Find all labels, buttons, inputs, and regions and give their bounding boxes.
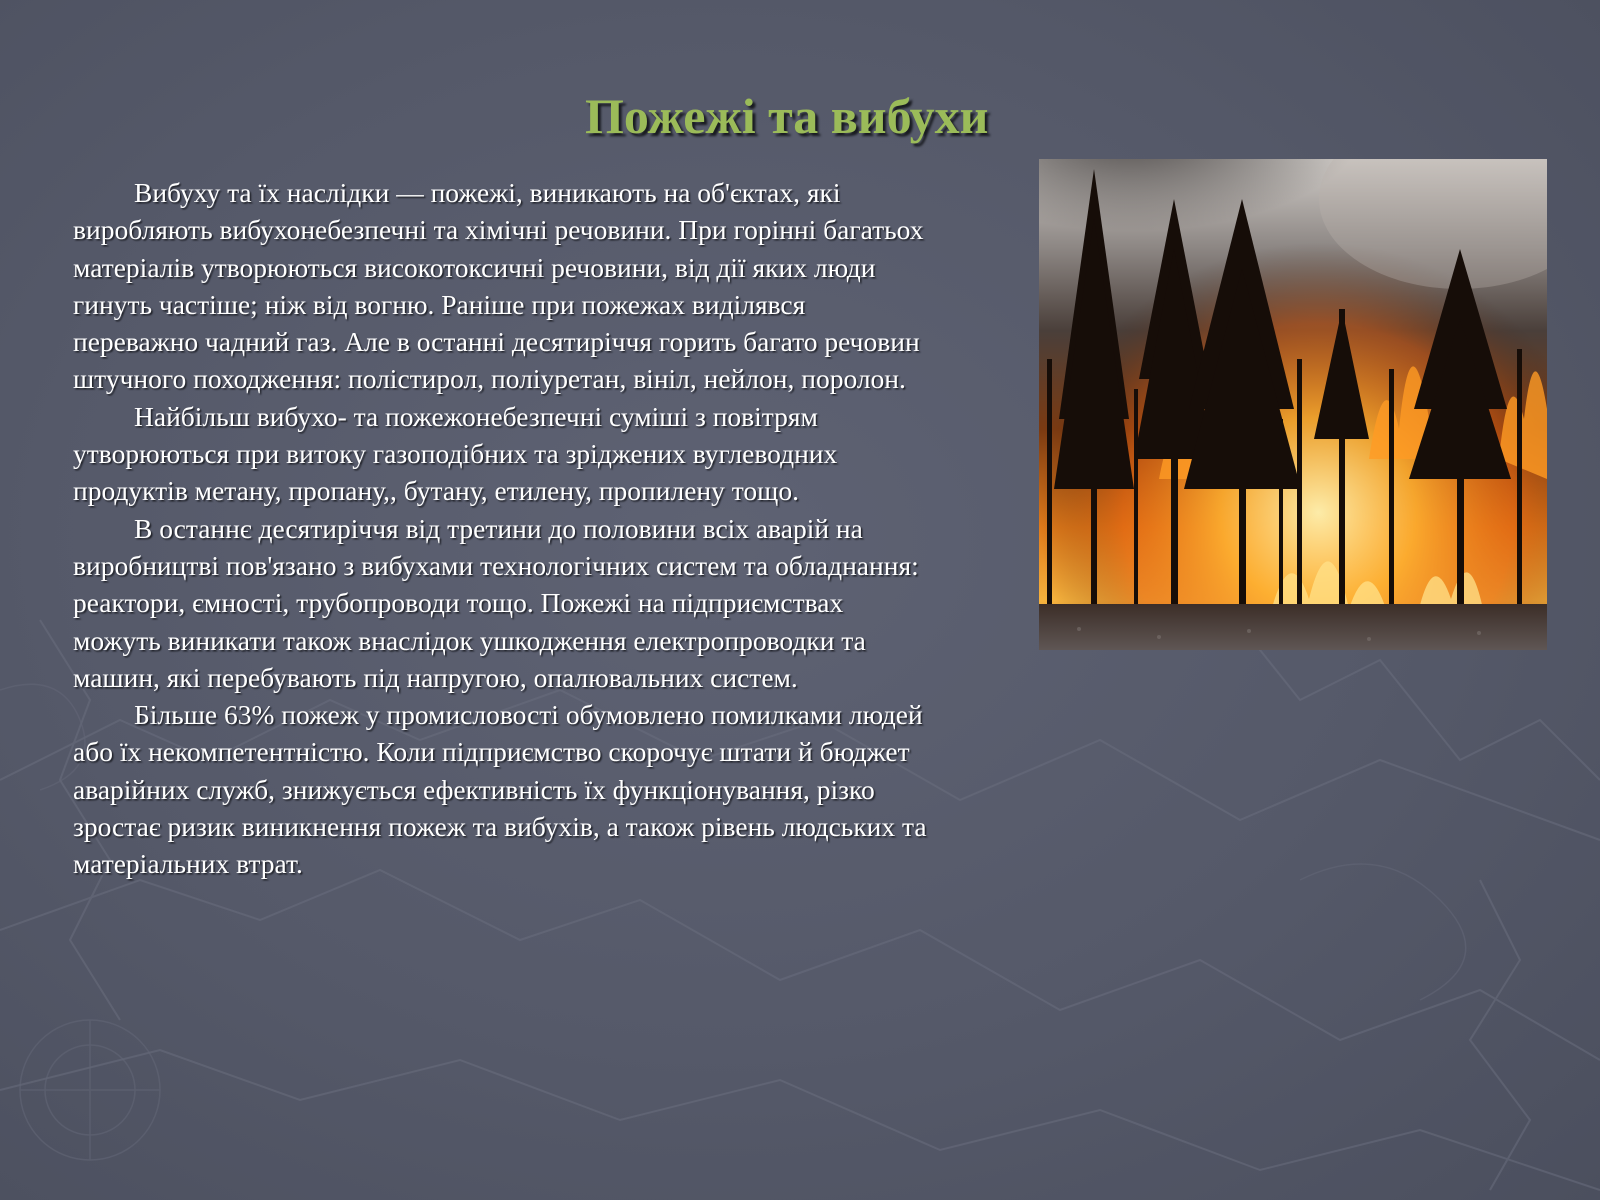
paragraph-2: Найбільш вибухо- та пожежонебезпечні суміші з повітрям утворюються при витоку газоподібних та зріджених вуглеводних продуктів метану, пропану,, бутану, етилену, пропилену тощо. xyxy=(73,400,838,507)
paragraph-1: Вибуху та їх наслідки — пожежі, виникають на об'єктах, які виробляють вибухонебезпечні та хімічні речовини. При горінні багатьох матеріалів утворюються високотоксичні речовини, від дії яких люди гинуть частіше; ніж від вогню. Раніше при пожежах виділявся переважно чадний газ. Але в останні десятиріччя горить багато речовин штучного походження: полістирол, поліуретан, вініл, нейлон, поролон. xyxy=(73,177,924,395)
paragraph-4: Більше 63% пожеж у промисловості обумовлено помилками людей або їх некомпетентністю. Коли підприємство скорочує штати й бюджет аварійних служб, знижується ефективність їх функціонування, різко зростає ризик виникнення пожеж та вибухів, а також рівень людських та матеріальних втрат. xyxy=(73,699,927,880)
slide-title-container xyxy=(585,84,1025,148)
slide-title: Пожежі та вибухи xyxy=(585,88,989,144)
forest-fire-photo xyxy=(1039,159,1547,650)
paragraph-3: В останнє десятиріччя від третини до половини всіх аварій на виробництві пов'язано з вибухами технологічних систем та обладнання: реактори, ємності, трубопроводи тощо. Пожежі на підприємствах можуть виникати також внаслідок ушкодження електропроводки та машин, які перебувають під напругою, опалювальних систем. xyxy=(73,512,919,693)
body-text xyxy=(73,174,933,883)
